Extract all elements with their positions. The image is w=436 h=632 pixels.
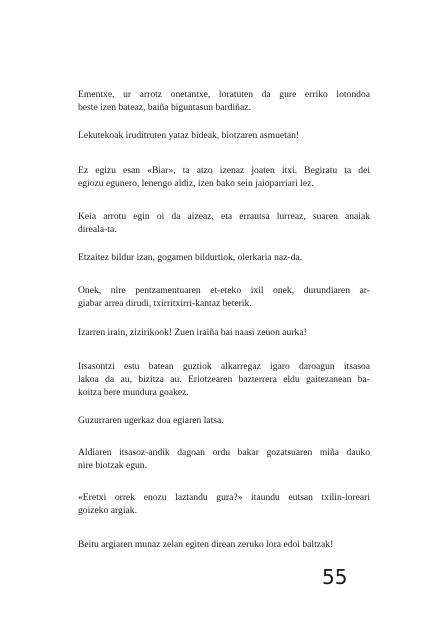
paragraph [78, 491, 370, 517]
text-line: «Eretxi orrek enozu laztandu gura?» itaundu eutsan txilin-loreari [78, 492, 370, 503]
text-line: Guzurraren ugerkaz doa egiaren latsa. [78, 415, 224, 426]
text-line: koitza bere mundura goakez. [78, 387, 189, 398]
text-line: Beitu argiaren munaz zelan egiten direan zeruko lora edoi baltzak! [78, 539, 334, 550]
text-line: lakoa da au, bizitza au. Eriotzearen bazterrera eldu gaitezanean ba- [78, 374, 370, 385]
text-line: goizeko argiak. [78, 505, 137, 516]
text-line: Ementxe, ur arrotz onetantxe, loratuten da gure erriko lotondoa [78, 89, 370, 100]
text-line: Itsasontzi estu batean guztiok alkarregaz igaro daroagun itsasoa [78, 361, 370, 372]
text-line: direala-ta. [78, 224, 117, 235]
paragraph [78, 414, 370, 427]
text-line: Aldiaren itsasoz-andik dagoan ordu bakar gozatsuaren miña dauko [78, 447, 370, 458]
text-line: beste izen bateaz, baiña biguntasun bardiñaz. [78, 102, 251, 113]
paragraph [78, 538, 370, 551]
paragraph [78, 446, 370, 472]
text-line: Keia arrotu egin oi da aizeaz, eta errautsa lurreaz, suaren anaiak [78, 211, 370, 222]
text-line: Etzaitez bildur izan, gogamen bildurtiok, olerkaria naz-da. [78, 252, 303, 263]
paragraph [78, 210, 370, 236]
paragraph [78, 129, 370, 142]
paragraph [78, 326, 370, 339]
text-line: giabar arrea dirudi, txirritxirri-kantaz beterik. [78, 298, 252, 309]
text-line: Izarren irain, zizirikook! Zuen iraiña bai naasi zeuon aurka! [78, 327, 307, 338]
page-number: 55 [322, 565, 348, 589]
paragraph [78, 284, 370, 310]
paragraph [78, 251, 370, 264]
paragraph [78, 360, 370, 399]
paragraph [78, 88, 370, 114]
text-line: egiozu egunero, lenengo aldiz, izen bako sein jaioparriari lez. [78, 178, 314, 189]
text-line: Onek, nire pentzamentuaren et-eteko ixil onek, durundiaren ar- [78, 285, 370, 296]
paragraph [78, 164, 370, 190]
text-line: nire biotzak egun. [78, 460, 147, 471]
text-line: Ez egizu esan «Biar», ta atzo izenaz joaten itxi. Begiratu ta dei [78, 165, 370, 176]
text-line: Lekutekoak iruditruten yataz bideak, biotzaren asmuetan! [78, 130, 300, 141]
